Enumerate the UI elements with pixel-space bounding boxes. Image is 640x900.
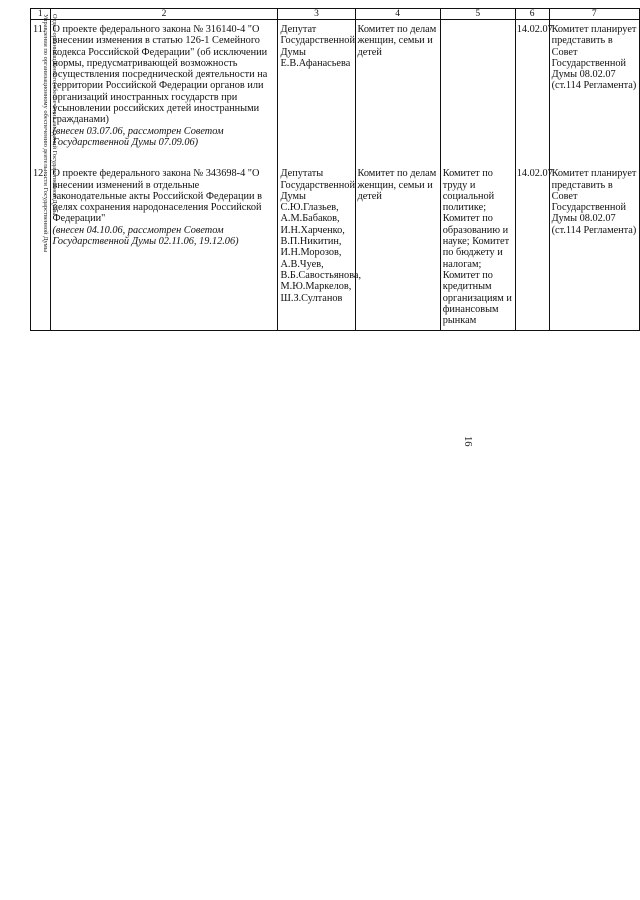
bill-description: О проекте федерального закона № 343698-4 "О внесении изменений в отдельные законодательные акты Российской Федерации в целях сохранения народонаселения Российской Федерации" — [52, 168, 262, 225]
bill-description-cell — [50, 168, 278, 331]
column-header: 7 — [549, 9, 639, 20]
page-footer — [41, 14, 58, 252]
page-number: 16 — [462, 436, 473, 447]
row-number: 12. — [31, 168, 51, 331]
row-number: 11. — [31, 20, 51, 169]
column-header: 6 — [515, 9, 549, 20]
co-committees — [440, 20, 515, 169]
bill-description: О проекте федерального закона № 316140-4 "О внесении изменения в статью 126-1 Семейного кодекса Российской Федерации" (об исключении нормы, предусматривающей возможность осуществления посреднической деятельности на территории Российской Федерации органов или организаций иностранных государств при усыновлении российских детей иностранными гражданами) — [52, 24, 268, 126]
table-row — [31, 20, 640, 169]
column-header: 1 — [31, 9, 51, 20]
column-header: 4 — [355, 9, 440, 20]
table-header-row — [31, 9, 640, 20]
bills-table — [30, 8, 640, 331]
bill-author: Депутаты Государственной Думы С.Ю.Глазьев, А.М.Бабаков, И.Н.Харченко, В.П.Никитин, И.Н.Морозов, А.В.Чуев, В.Б.Савостьянова, М.Ю.Маркелов, Ш.З.Султанов — [278, 168, 355, 331]
bill-status: Комитет планирует представить в Совет Государственной Думы 08.02.07 (ст.114 Регламента) — [549, 168, 639, 331]
footer-line: Отдел организационного обеспечения заседаний Государственной Думы — [51, 14, 58, 216]
responsible-committee: Комитет по делам женщин, семьи и детей — [355, 168, 440, 331]
column-header: 3 — [278, 9, 355, 20]
bill-note: (внесен 04.10.06, рассмотрен Советом Государственной Думы 02.11.06, 19.12.06) — [52, 224, 239, 248]
bill-note: (внесен 03.07.06, рассмотрен Советом Государственной Думы 07.09.06) — [52, 125, 224, 148]
column-header: 5 — [440, 9, 515, 20]
review-date: 14.02.07 — [515, 20, 549, 169]
bill-description-cell — [50, 20, 278, 169]
bill-author: Депутат Государственной Думы Е.В.Афанасьева — [278, 20, 355, 169]
responsible-committee: Комитет по делам женщин, семьи и детей — [355, 20, 440, 169]
review-date: 14.02.07 — [515, 168, 549, 331]
co-committees: Комитет по труду и социальной политике; Комитет по образованию и науке; Комитет по бюджету и налогам; Комитет по кредитным организациям и финансовым рынкам — [440, 168, 515, 331]
bill-status: Комитет планирует представить в Совет Государственной Думы 08.02.07 (ст.114 Регламента) — [549, 20, 639, 169]
table-row — [31, 168, 640, 331]
column-header: 2 — [50, 9, 278, 20]
footer-line: Управления по организационному обеспечению деятельности Государственной Думы — [42, 14, 50, 253]
